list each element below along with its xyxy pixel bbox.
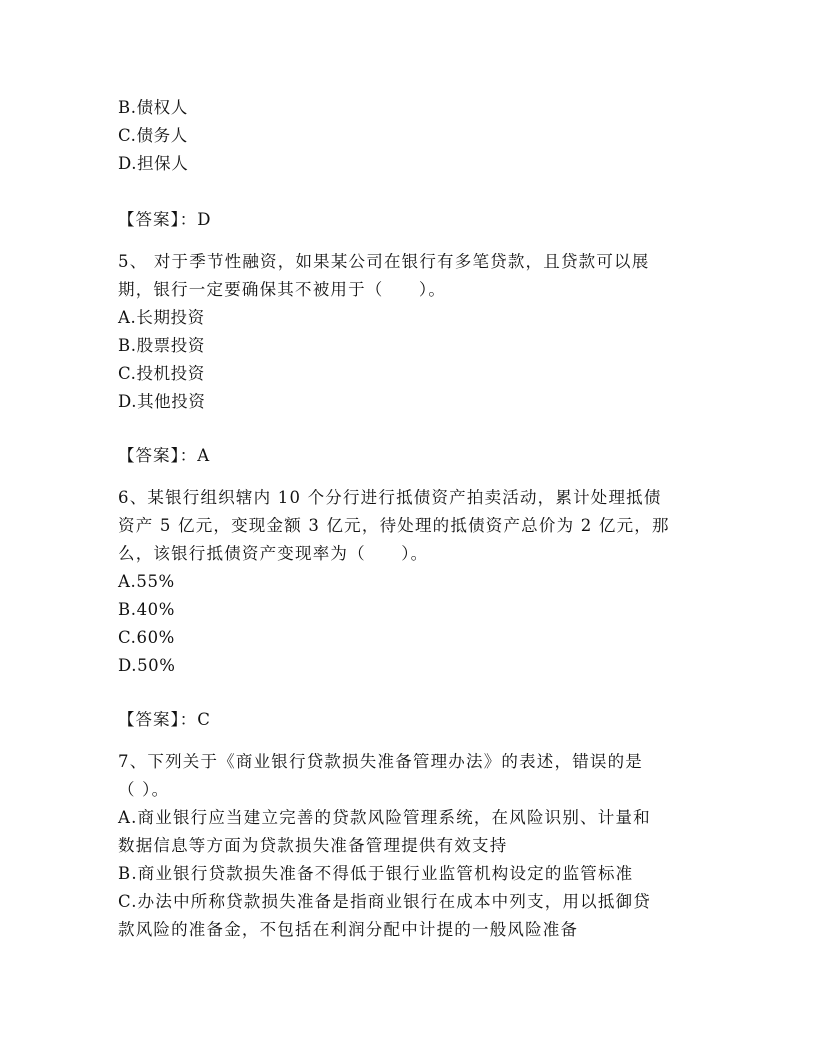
option-b-prev: B.债权人 xyxy=(118,98,188,117)
question-6-option-b: B.40% xyxy=(118,600,176,619)
answer-value: D xyxy=(197,210,212,229)
question-6-option-a: A.55% xyxy=(118,572,175,591)
question-5-stem-line-1: 5、 对于季节性融资，如果某公司在银行有多笔贷款，且贷款可以展 xyxy=(118,252,650,271)
answer-line-q6 xyxy=(118,710,211,730)
option-d-prev: D.担保人 xyxy=(118,154,189,173)
question-6-stem-line-2: 资产 5 亿元，变现金额 3 亿元，待处理的抵债资产总价为 2 亿元，那 xyxy=(118,516,670,535)
question-5-option-c: C.投机投资 xyxy=(118,364,205,383)
question-7-option-c-line-1: C.办法中所称贷款损失准备是指商业银行在成本中列支，用以抵御贷 xyxy=(118,892,651,911)
option-c-prev: C.债务人 xyxy=(118,126,188,145)
question-7-option-b: B.商业银行贷款损失准备不得低于银行业监管机构设定的监管标准 xyxy=(118,864,634,883)
answer-line-prev xyxy=(118,210,211,230)
answer-value: C xyxy=(197,710,211,729)
question-6-option-d: D.50% xyxy=(118,656,176,675)
question-5-option-d: D.其他投资 xyxy=(118,392,206,411)
question-6-stem-line-3: 么，该银行抵债资产变现率为（ ）。 xyxy=(118,544,429,563)
question-7-option-a-line-1: A.商业银行应当建立完善的贷款风险管理系统，在风险识别、计量和 xyxy=(118,808,651,827)
answer-label: 【答案】： xyxy=(118,446,198,465)
question-6-option-c: C.60% xyxy=(118,628,175,647)
question-5-stem-line-2: 期，银行一定要确保其不被用于（ ）。 xyxy=(118,280,447,299)
question-7-option-c-line-2: 款风险的准备金，不包括在利润分配中计提的一般风险准备 xyxy=(118,920,579,939)
question-5-option-a: A.长期投资 xyxy=(118,308,205,327)
question-6-stem-line-1: 6、某银行组织辖内 10 个分行进行抵债资产拍卖活动，累计处理抵债 xyxy=(118,488,662,507)
answer-line-q5 xyxy=(118,446,210,466)
question-7-stem-line-1: 7、下列关于《商业银行贷款损失准备管理办法》的表述，错误的是 xyxy=(118,752,643,771)
question-7-option-a-line-2: 数据信息等方面为贷款损失准备管理提供有效支持 xyxy=(118,836,508,855)
answer-value: A xyxy=(197,446,211,465)
answer-label: 【答案】： xyxy=(118,210,198,229)
answer-label: 【答案】： xyxy=(118,710,198,729)
question-7-stem-line-2: （ ）。 xyxy=(118,780,170,799)
question-5-option-b: B.股票投资 xyxy=(118,336,205,355)
